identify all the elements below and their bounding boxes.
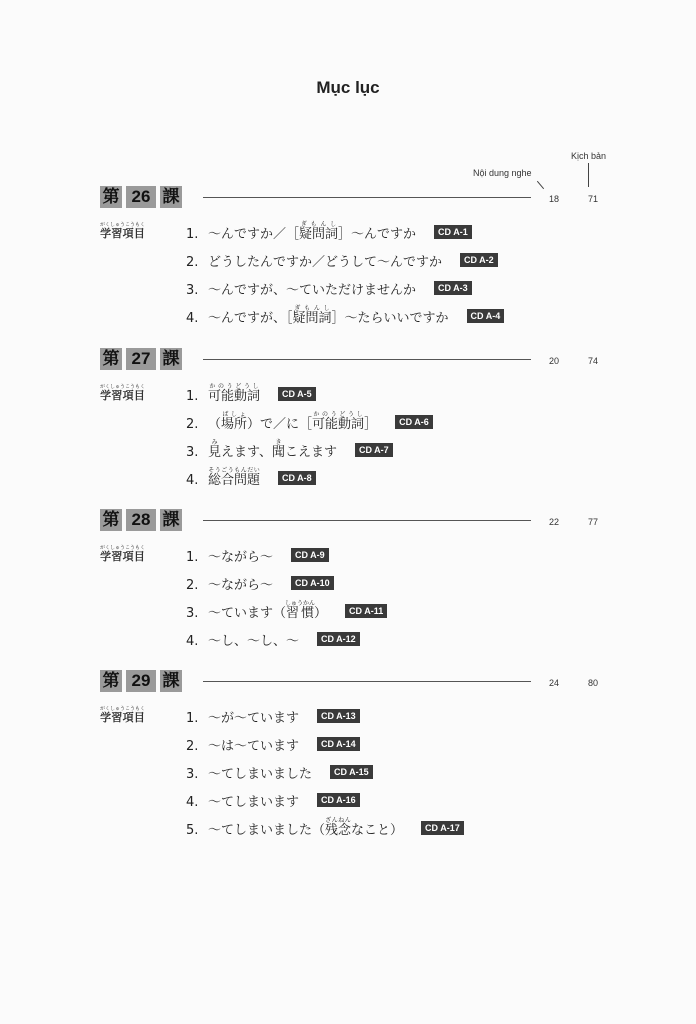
listening-page: 18 xyxy=(549,194,560,204)
cd-track-badge: CD A-4 xyxy=(467,309,505,323)
cd-track-badge: CD A-14 xyxy=(317,737,360,751)
list-item xyxy=(186,726,464,754)
item-text: 〜ながら〜 xyxy=(208,578,274,593)
lesson-section xyxy=(100,509,620,649)
item-list xyxy=(186,376,433,488)
study-items-label: 学習項目がくしゅうこうもく xyxy=(100,384,146,402)
item-text: 〜んですが、〜ていただけませんか xyxy=(208,283,417,298)
page-title: Mục lục xyxy=(316,78,380,97)
lesson-suffix: 課 xyxy=(160,670,182,692)
lesson-suffix: 課 xyxy=(160,186,182,208)
cd-track-badge: CD A-13 xyxy=(317,709,360,723)
item-text: 見みえます、聞きこえます xyxy=(208,439,338,460)
cd-track-badge: CD A-2 xyxy=(460,253,498,267)
lesson-prefix: 第 xyxy=(100,670,122,692)
lesson-header xyxy=(100,670,620,694)
item-number: 1. xyxy=(186,711,199,726)
list-item xyxy=(186,621,387,649)
item-text: どうしたんですか／どうして〜んですか xyxy=(208,255,443,270)
item-number: 3. xyxy=(186,767,199,782)
lesson-section xyxy=(100,348,620,488)
item-text: 〜ています（習慣しゅうかん） xyxy=(208,600,328,621)
lesson-section xyxy=(100,670,620,838)
divider xyxy=(203,520,531,521)
cd-track-badge: CD A-8 xyxy=(278,471,316,485)
item-number: 1. xyxy=(186,389,199,404)
item-text: 可能動詞かのうどうし xyxy=(208,383,261,404)
item-number: 3. xyxy=(186,283,199,298)
cd-track-badge: CD A-1 xyxy=(434,225,472,239)
item-number: 3. xyxy=(186,445,199,460)
cd-track-badge: CD A-9 xyxy=(291,548,329,562)
cd-track-badge: CD A-5 xyxy=(278,387,316,401)
item-number: 5. xyxy=(186,823,199,838)
lesson-prefix: 第 xyxy=(100,186,122,208)
cd-track-badge: CD A-10 xyxy=(291,576,334,590)
item-text: 〜てしまいます xyxy=(208,795,300,810)
lesson-number: 27 xyxy=(126,348,156,370)
list-item xyxy=(186,298,504,326)
item-number: 4. xyxy=(186,311,199,326)
lesson-number: 26 xyxy=(126,186,156,208)
list-item xyxy=(186,754,464,782)
divider xyxy=(203,359,531,360)
lesson-section xyxy=(100,186,620,326)
cd-track-badge: CD A-16 xyxy=(317,793,360,807)
study-items-label: 学習項目がくしゅうこうもく xyxy=(100,706,146,724)
list-item xyxy=(186,214,504,242)
item-text: 〜し、〜し、〜 xyxy=(208,634,300,649)
item-text: 〜は〜ています xyxy=(208,739,300,754)
script-page: 71 xyxy=(588,194,599,204)
lesson-header xyxy=(100,186,620,210)
script-page: 80 xyxy=(588,678,599,688)
item-number: 1. xyxy=(186,227,199,242)
item-number: 2. xyxy=(186,739,199,754)
list-item xyxy=(186,593,387,621)
item-list xyxy=(186,214,504,326)
script-column-label: Kịch bản xyxy=(571,151,607,161)
cd-track-badge: CD A-11 xyxy=(345,604,387,618)
cd-track-badge: CD A-7 xyxy=(355,443,393,457)
lesson-header xyxy=(100,348,620,372)
study-items-label: 学習項目がくしゅうこうもく xyxy=(100,545,146,563)
list-item xyxy=(186,432,433,460)
item-number: 3. xyxy=(186,606,199,621)
item-list xyxy=(186,698,464,838)
list-item xyxy=(186,404,433,432)
listening-column-label: Nội dung nghe xyxy=(473,168,532,178)
cd-track-badge: CD A-17 xyxy=(421,821,464,835)
item-text: 〜が〜ています xyxy=(208,711,300,726)
lesson-prefix: 第 xyxy=(100,509,122,531)
item-number: 2. xyxy=(186,578,199,593)
lesson-suffix: 課 xyxy=(160,348,182,370)
lesson-number: 29 xyxy=(126,670,156,692)
study-items-label: 学習項目がくしゅうこうもく xyxy=(100,222,146,240)
item-number: 4. xyxy=(186,795,199,810)
cd-track-badge: CD A-15 xyxy=(330,765,373,779)
arrow-icon xyxy=(588,163,589,187)
script-page: 74 xyxy=(588,356,599,366)
item-text: （場所ばしょ）で／に［可能動詞かのうどうし］ xyxy=(208,411,378,432)
list-item xyxy=(186,782,464,810)
list-item xyxy=(186,376,433,404)
item-number: 4. xyxy=(186,473,199,488)
cd-track-badge: CD A-3 xyxy=(434,281,472,295)
item-number: 4. xyxy=(186,634,199,649)
lesson-prefix: 第 xyxy=(100,348,122,370)
item-text: 〜てしまいました（残念ざんねんなこと） xyxy=(208,817,404,838)
item-number: 1. xyxy=(186,550,199,565)
item-text: 〜んですが、［疑問詞ぎもんし］〜たらいいですか xyxy=(208,305,449,326)
item-text: 総合問題そうごうもんだい xyxy=(208,467,261,488)
cd-track-badge: CD A-12 xyxy=(317,632,360,646)
list-item xyxy=(186,270,504,298)
item-list xyxy=(186,537,387,649)
list-item xyxy=(186,537,387,565)
lesson-header xyxy=(100,509,620,533)
list-item xyxy=(186,698,464,726)
item-number: 2. xyxy=(186,417,199,432)
lesson-suffix: 課 xyxy=(160,509,182,531)
list-item xyxy=(186,242,504,270)
list-item xyxy=(186,565,387,593)
divider xyxy=(203,681,531,682)
lesson-number: 28 xyxy=(126,509,156,531)
script-page: 77 xyxy=(588,517,599,527)
item-number: 2. xyxy=(186,255,199,270)
list-item xyxy=(186,810,464,838)
divider xyxy=(203,197,531,198)
listening-page: 20 xyxy=(549,356,560,366)
item-text: 〜てしまいました xyxy=(208,767,313,782)
cd-track-badge: CD A-6 xyxy=(395,415,433,429)
item-text: 〜んですか／［疑問詞ぎもんし］〜んですか xyxy=(208,221,417,242)
list-item xyxy=(186,460,433,488)
listening-page: 24 xyxy=(549,678,560,688)
listening-page: 22 xyxy=(549,517,560,527)
item-text: 〜ながら〜 xyxy=(208,550,274,565)
